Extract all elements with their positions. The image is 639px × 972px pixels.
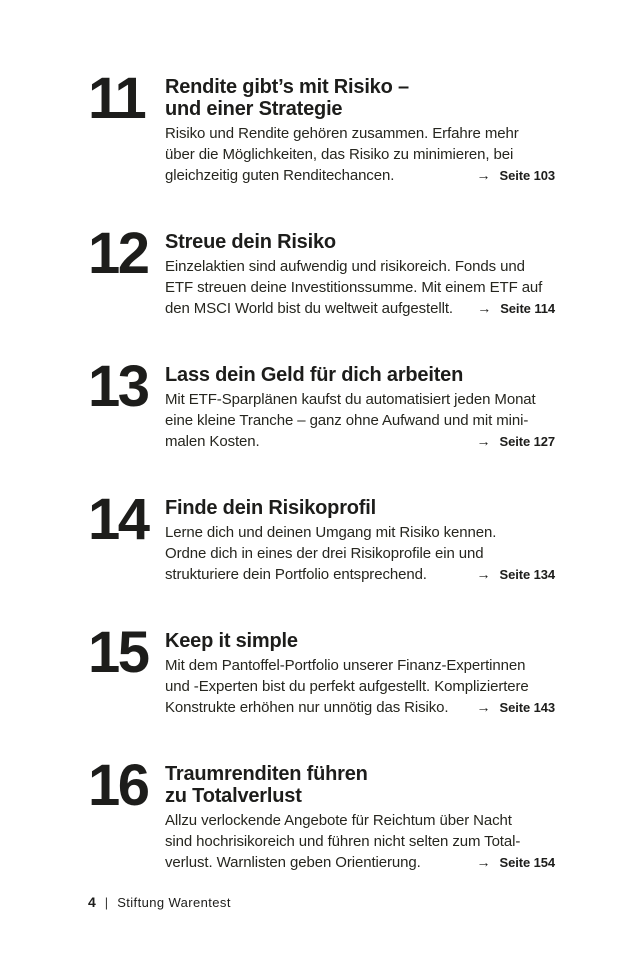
toc-entry-15 [88, 620, 639, 718]
chapter-title-line: Finde dein Risikoprofil [165, 497, 376, 519]
chapter-description-line [165, 852, 555, 873]
chapter-title [165, 763, 555, 807]
chapter-description [165, 389, 555, 452]
chapter-body [165, 630, 555, 718]
arrow-right-icon: → [476, 167, 491, 183]
chapter-title [165, 630, 555, 652]
chapter-description-line [165, 564, 555, 585]
chapter-title [165, 497, 555, 519]
page-reference-label: Seite 127 [499, 434, 555, 449]
page-reference-label: Seite 143 [499, 700, 555, 715]
chapter-description-line: eine kleine Tranche – ganz ohne Aufwand und mit mini- [165, 412, 529, 429]
toc-entry-11 [88, 66, 639, 186]
toc-entry-16 [88, 753, 639, 873]
arrow-right-icon: → [476, 433, 491, 449]
chapter-body [165, 76, 555, 186]
chapter-description-text: strukturiere dein Portfolio entsprechend. [165, 566, 427, 583]
chapter-description [165, 256, 555, 319]
chapter-title-line: Streue dein Risiko [165, 231, 336, 253]
arrow-right-icon: → [476, 566, 491, 582]
chapter-description-line: über die Möglichkeiten, das Risiko zu minimieren, bei [165, 146, 514, 163]
chapter-number: 13 [88, 354, 148, 419]
chapter-title-line: und einer Strategie [165, 98, 343, 120]
chapter-description-line: Mit ETF-Sparplänen kaufst du automatisiert jeden Monat [165, 391, 536, 408]
chapter-body [165, 763, 555, 873]
chapter-title-line: Lass dein Geld für dich arbeiten [165, 364, 464, 386]
toc-entry-14 [88, 487, 639, 585]
chapter-number: 16 [88, 753, 148, 818]
page-reference [477, 165, 555, 186]
chapter-number: 12 [88, 221, 148, 286]
chapter-body [165, 231, 555, 319]
chapter-description [165, 810, 555, 873]
chapter-description-line [165, 431, 555, 452]
chapter-description-text: malen Kosten. [165, 433, 260, 450]
chapter-body [165, 364, 555, 452]
chapter-description [165, 655, 555, 718]
chapter-description-line: ETF streuen deine Investitionssumme. Mit einem ETF auf [165, 279, 543, 296]
chapter-title [165, 231, 555, 253]
page-number: 4 [88, 894, 96, 910]
chapter-body [165, 497, 555, 585]
chapter-title-line: Rendite gibt’s mit Risiko – [165, 76, 409, 98]
page-reference-label: Seite 103 [499, 168, 555, 183]
chapter-description [165, 123, 555, 186]
chapter-number: 15 [88, 620, 148, 685]
page-reference [477, 298, 555, 319]
chapter-description-line: Einzelaktien sind aufwendig und risikoreich. Fonds und [165, 258, 525, 275]
chapter-title [165, 364, 555, 386]
chapter-description-line: Lerne dich und deinen Umgang mit Risiko kennen. [165, 524, 497, 541]
chapter-description-line: Allzu verlockende Angebote für Reichtum über Nacht [165, 812, 512, 829]
chapter-description-text: gleichzeitig guten Renditechancen. [165, 167, 395, 184]
footer-separator: | [104, 895, 109, 910]
publisher-name: Stiftung Warentest [117, 895, 231, 910]
arrow-right-icon: → [477, 300, 492, 316]
arrow-right-icon: → [476, 854, 491, 870]
page-reference [477, 431, 555, 452]
chapter-description-line [165, 298, 555, 319]
chapter-number: 14 [88, 487, 148, 552]
toc-entry-12 [88, 221, 639, 319]
page-reference [477, 697, 555, 718]
toc-entry-13 [88, 354, 639, 452]
chapter-description-line [165, 165, 555, 186]
chapter-title [165, 76, 555, 120]
chapter-description-line: Risiko und Rendite gehören zusammen. Erfahre mehr [165, 125, 519, 142]
chapter-description-text: Konstrukte erhöhen nur unnötig das Risiko. [165, 699, 449, 716]
chapter-description-line: Mit dem Pantoffel-Portfolio unserer Finanz-Expertinnen [165, 657, 526, 674]
chapter-title-line: zu Totalverlust [165, 785, 302, 807]
page-footer [88, 894, 231, 910]
page-reference [477, 852, 555, 873]
chapter-number: 11 [88, 66, 145, 131]
page-reference-label: Seite 134 [499, 567, 555, 582]
arrow-right-icon: → [476, 699, 491, 715]
page-reference-label: Seite 114 [500, 301, 555, 316]
chapter-description-line: und -Experten bist du perfekt aufgestellt. Kompliziertere [165, 678, 529, 695]
chapter-description-line: sind hochrisikoreich und führen nicht selten zum Total- [165, 833, 521, 850]
chapter-title-line: Keep it simple [165, 630, 298, 652]
page-reference-label: Seite 154 [499, 855, 555, 870]
chapter-description [165, 522, 555, 585]
chapter-title-line: Traumrenditen führen [165, 763, 368, 785]
chapter-description-text: verlust. Warnlisten geben Orientierung. [165, 854, 421, 871]
chapter-description-line [165, 697, 555, 718]
chapter-description-line: Ordne dich in eines der drei Risikoprofile ein und [165, 545, 484, 562]
chapter-description-text: den MSCI World bist du weltweit aufgestellt. [165, 300, 453, 317]
page-reference [477, 564, 555, 585]
